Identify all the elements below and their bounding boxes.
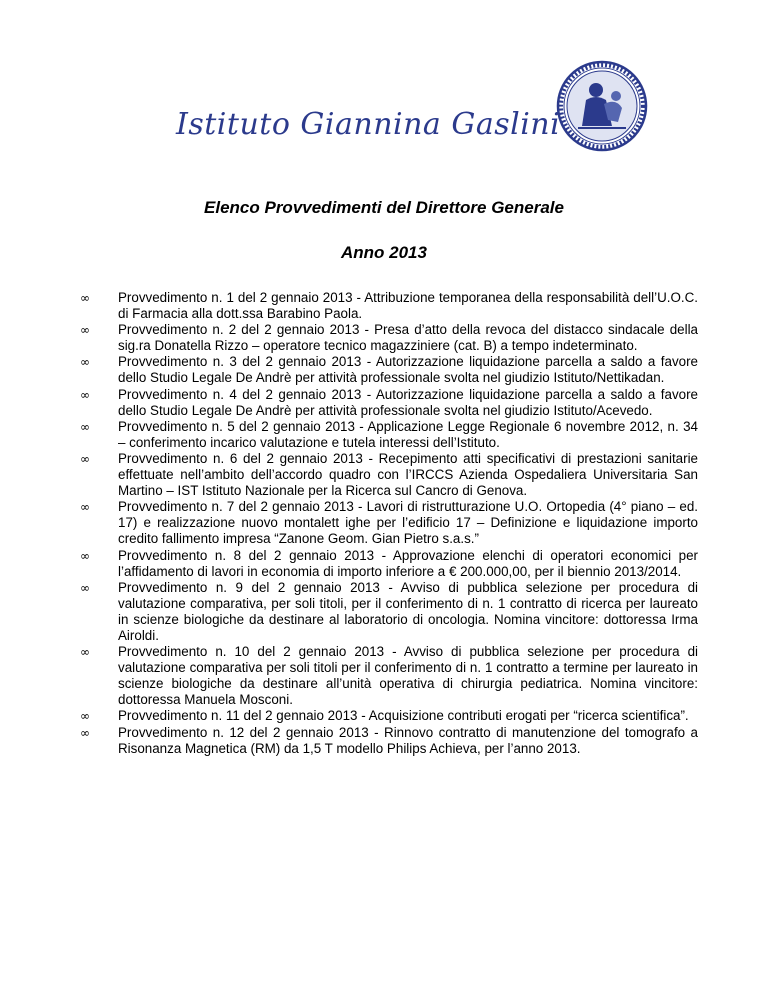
list-item [78,708,698,724]
institute-seal-icon [556,60,648,152]
list-item [78,580,698,644]
bullet-icon: ∞ [80,580,90,595]
list-item [78,644,698,708]
list-item [78,322,698,354]
list-item-text: Provvedimento n. 11 del 2 gennaio 2013 - Acquisizione contributi erogati per “ricerca scientifica”. [118,708,689,724]
list-item [78,499,698,547]
list-item-text: Provvedimento n. 4 del 2 gennaio 2013 - Autorizzazione liquidazione parcella a saldo a favore dello Studio Legale De Andrè per attività professionale svolta nel giudizio Istituto/Acevedo. [118,386,698,418]
list-item-text: Provvedimento n. 9 del 2 gennaio 2013 - Avviso di pubblica selezione per procedura di valutazione comparativa, per soli titoli, per il conferimento di n. 1 contratto di ricerca per laureato in scienze biologiche da destinare al laboratorio di oncologia. Nomina vincitore: dottoressa Irma Airoldi. [118,579,698,643]
bullet-icon: ∞ [80,725,90,740]
list-item [78,451,698,499]
list-item-text: Provvedimento n. 10 del 2 gennaio 2013 - Avviso di pubblica selezione per procedura di valutazione comparativa per soli titoli per il conferimento di n. 1 contratto a termine per laureato in scienze biologiche da destinare all’unità operativa di chirurgia pediatrica. Nomina vincitore: dottoressa Manuela Mosconi. [118,644,698,708]
bullet-icon: ∞ [80,291,90,305]
bullet-icon: ∞ [80,500,90,515]
list-item-text: Provvedimento n. 5 del 2 gennaio 2013 - Applicazione Legge Regionale 6 novembre 2012, n. 34 – conferimento incarico valutazione e tutela interessi dell’Istituto. [118,418,698,450]
bullet-icon: ∞ [80,548,90,563]
list-item-text: Provvedimento n. 8 del 2 gennaio 2013 - Approvazione elenchi di operatori economici per l’affidamento di lavori in economia di importo inferiore a € 200.000,00, per il biennio 2013/2014. [118,547,698,579]
list-item [78,354,698,386]
list-item [78,387,698,419]
list-item-text: Provvedimento n. 6 del 2 gennaio 2013 - Recepimento atti specificativi di prestazioni sanitarie effettuate nell’ambito dell’accordo quadro con l’IRCCS Azienda Ospedaliera Universitaria San Martino – IST Istituto Nazionale per la Ricerca sul Cancro di Genova. [118,450,698,499]
list-item [78,725,698,757]
list-item-text: Provvedimento n. 3 del 2 gennaio 2013 - Autorizzazione liquidazione parcella a saldo a favore dello Studio Legale De Andrè per attività professionale svolta nel giudizio Istituto/Nettikadan. [118,354,698,386]
document-title: Elenco Provvedimenti del Direttore Generale [204,198,564,217]
bullet-icon: ∞ [80,419,90,434]
bullet-icon: ∞ [80,323,90,338]
bullet-icon: ∞ [80,645,90,660]
list-item-text: Provvedimento n. 1 del 2 gennaio 2013 - Attribuzione temporanea della responsabilità dell’U.O.C. di Farmacia alla dott.ssa Barabino Paola. [118,290,698,322]
provvedimenti-list [78,290,698,757]
letterhead [0,60,768,170]
list-item-text: Provvedimento n. 12 del 2 gennaio 2013 - Rinnovo contratto di manutenzione del tomografo a Risonanza Magnetica (RM) da 1,5 T modello Philips Achieva, per l’anno 2013. [118,724,698,756]
year-heading: Anno 2013 [341,243,427,262]
list-item [78,419,698,451]
bullet-icon: ∞ [80,451,90,466]
bullet-icon: ∞ [80,355,90,370]
list-item [78,548,698,580]
list-item-text: Provvedimento n. 2 del 2 gennaio 2013 - Presa d’atto della revoca del distacco sindacale della sig.ra Donatella Rizzo – operatore tecnico magazziniere (cat. B) a tempo indeterminato. [118,322,698,354]
list-item [78,290,698,322]
institution-name: Istituto Giannina Gaslini [176,107,561,142]
bullet-icon: ∞ [80,387,90,402]
bullet-icon: ∞ [80,709,90,724]
list-item-text: Provvedimento n. 7 del 2 gennaio 2013 - Lavori di ristrutturazione U.O. Ortopedia (4° piano – ed. 17) e realizzazione nuovo montalett ighe per l’edificio 17 – Definizione e liquidazione importo credito fallimento impresa “Zanone Geom. Gian Pietro s.a.s.” [118,499,698,547]
